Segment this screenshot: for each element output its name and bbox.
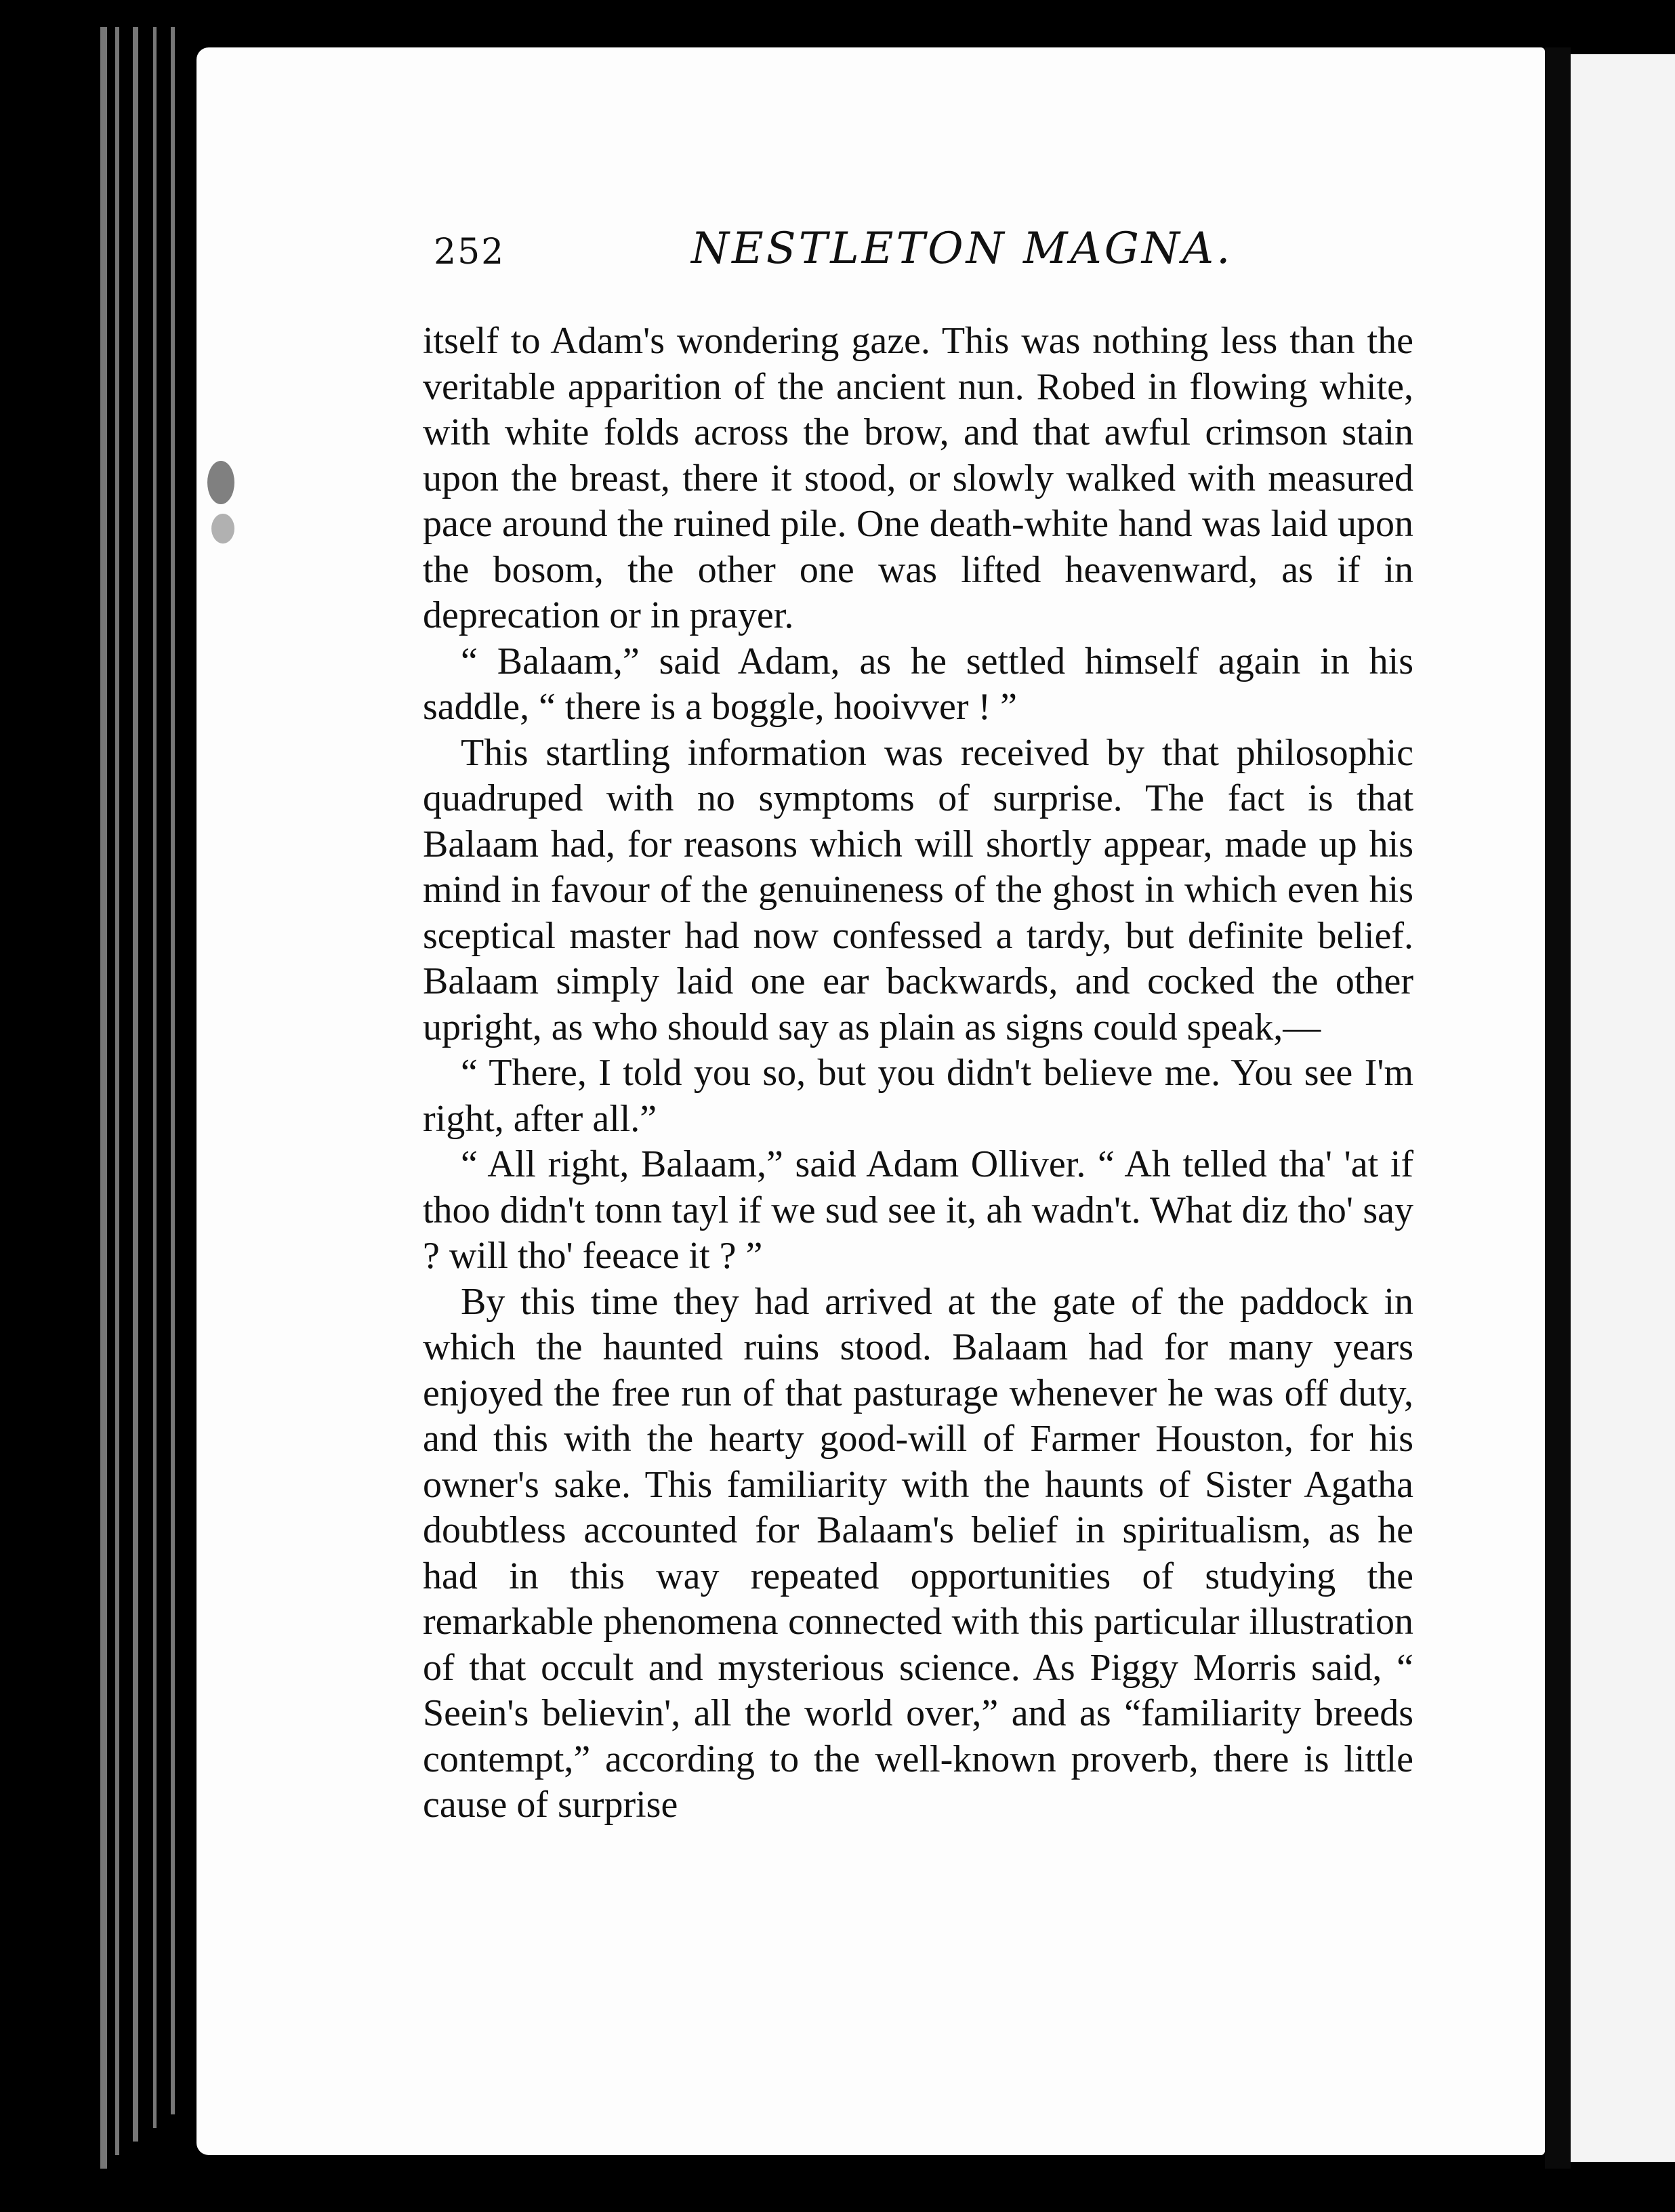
book-edge-strip <box>100 27 107 2169</box>
page-gutter <box>1545 47 1571 2169</box>
page-number: 252 <box>434 232 505 272</box>
book-title: NESTLETON MAGNA. <box>691 224 1233 274</box>
paragraph: itself to Adam's wondering gaze. This was nothing less than the veritable apparition of the ancient nun. Robed in flowing white, with white folds across the brow, and that awful crimson stain upon the breast, there it stood, or slowly walked with measured pace around the ruined pile. One death-white hand was laid upon the bosom, the other one was lifted heavenward, as if in deprecation or in prayer. <box>423 320 1413 636</box>
paragraph: “ There, I told you so, but you didn't believe me. You see I'm right, after all.” <box>423 1052 1413 1140</box>
book-edge-strip <box>153 27 157 2128</box>
facing-page-edge <box>1571 54 1675 2162</box>
page-smudge <box>207 461 234 504</box>
book-edge-strip <box>133 27 138 2142</box>
running-header <box>434 224 1423 285</box>
body-text <box>423 319 1413 1828</box>
book-edge-strip <box>115 27 119 2155</box>
paragraph: “ All right, Balaam,” said Adam Olliver. “ Ah telled tha' 'at if thoo didn't tonn tayl if we sud see it, ah wadn't. What diz tho' say ? will tho' feeace it ? ” <box>423 1143 1413 1277</box>
page-smudge <box>211 514 234 544</box>
paragraph: By this time they had arrived at the gate of the paddock in which the haunted ruins stood. Balaam had for many years enjoyed the free run of that pasturage whenever he was off duty, and this with the hearty good-will of Farmer Houston, for his owner's sake. This familiarity with the haunts of Sister Agatha doubtless accounted for Balaam's belief in spiritualism, as he had in this way repeated opportunities of studying the remarkable phenomena connected with this particular illustration of that occult and mysterious science. As Piggy Morris said, “ Seein's believin', all the world over,” and as “familiarity breeds contempt,” according to the well-known proverb, there is little cause of surprise <box>423 1280 1413 1826</box>
paragraph: This startling information was received by that philosophic quadruped with no symptoms of surprise. The fact is that Balaam had, for reasons which will shortly appear, made up his mind in favour of the genuineness of the ghost in which even his sceptical master had now confessed a tardy, but definite belief. Balaam simply laid one ear backwards, and cocked the other upright, as who should say as plain as signs could speak,— <box>423 731 1413 1048</box>
paragraph: “ Balaam,” said Adam, as he settled himself again in his saddle, “ there is a boggle, hooivver ! ” <box>423 640 1413 728</box>
book-edge-strip <box>171 27 175 2114</box>
